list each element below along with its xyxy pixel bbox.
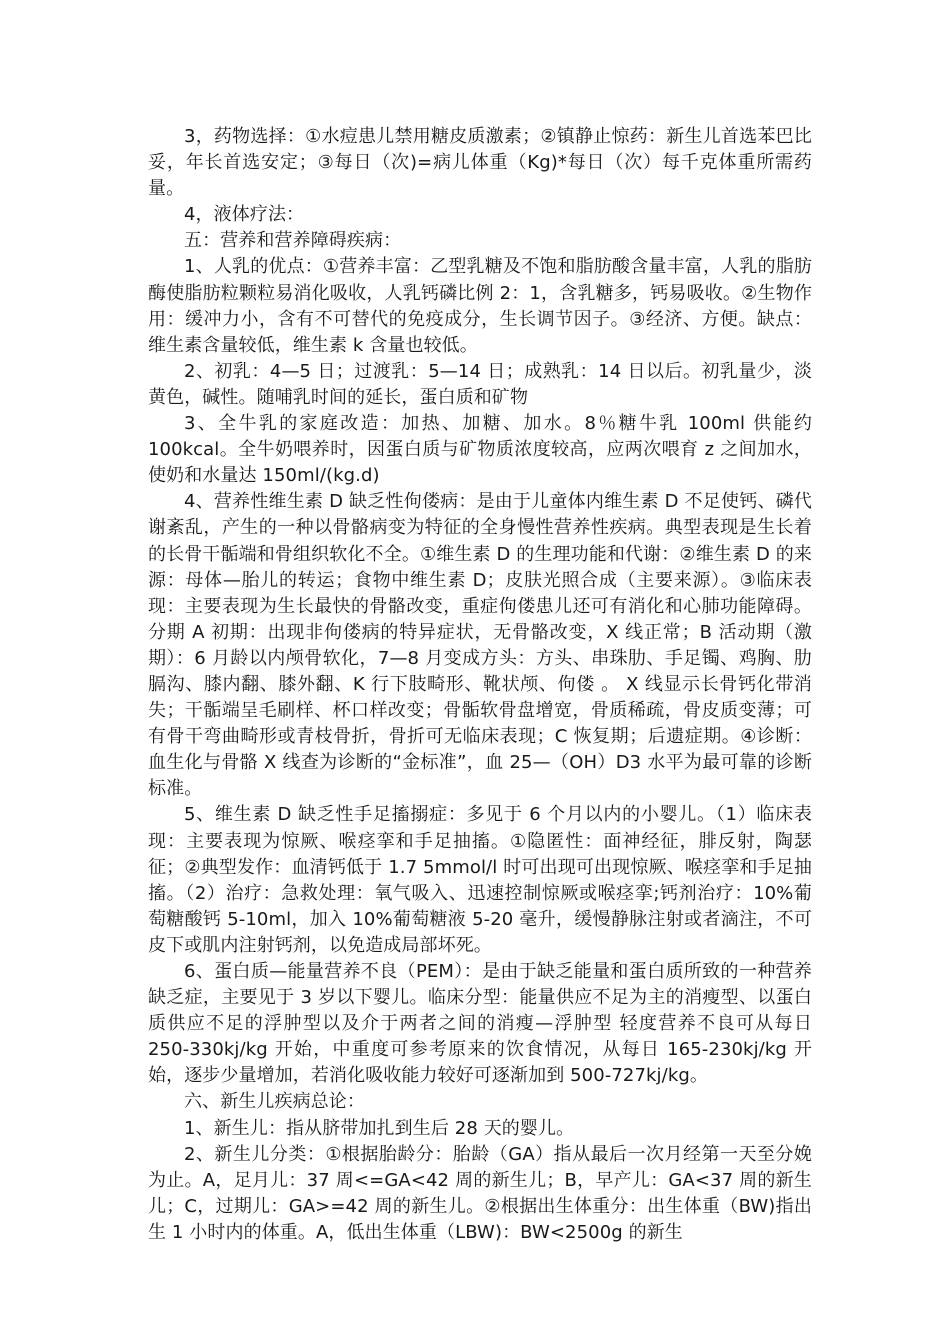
paragraph-drug-selection: 3，药物选择：①水痘患儿禁用糖皮质激素；②镇静止惊药：新生儿首选苯巴比妥，年长首选安定；③每日（次)=病儿体重（Kg)*每日（次）每千克体重所需药量。: [148, 126, 812, 200]
paragraph-rickets: 4、营养性维生素 D 缺乏性佝偻病：是由于儿童体内维生素 D 不足使钙、磷代谢紊乱，产生的一种以骨骼病变为特征的全身慢性营养性疾病。典型表现是生长着的长骨干骺端和骨组织软化不全。①维生素 D 的生理功能和代谢：②维生素 D 的来源：母体—胎儿的转运；食物中维生素 D；皮肤光照合成（主要来源）。③临床表现：主要表现为生长最快的骨骼改变，重症佝偻患儿还可有消化和心肺功能障碍。分期 A 初期：出现非佝偻病的特异症状，无骨骼改变，X 线正常；B 活动期（激期）：6 月龄以内颅骨软化，7—8 月变成方头：方头、串珠肋、手足镯、鸡胸、肋膈沟、膝内翻、膝外翻、K 行下肢畸形、靴状颅、佝偻 。 X 线显示长骨钙化带消失；干骺端呈毛刷样、杯口样改变；骨骺软骨盘增宽，骨质稀疏，骨皮质变薄；可有骨干弯曲畸形或青枝骨折，骨折可无临床表现；C 恢复期；后遗症期。④诊断：血生化与骨骼 X 线查为诊断的“金标准”，血 25—（OH）D3 水平为最可靠的诊断标准。: [148, 491, 812, 800]
paragraph-cow-milk: 3、全牛乳的家庭改造：加热、加糖、加水。8％糖牛乳 100ml 供能约 100kcal。全牛奶喂养时，因蛋白质与矿物质浓度较高，应两次喂育 z 之间加水，使奶和水量达 150ml/(kg.d): [148, 413, 812, 487]
paragraph-newborn-definition: 1、新生儿：指从脐带加扎到生后 28 天的婴儿。: [184, 1117, 575, 1139]
paragraph-colostrum: 2、初乳：4—5 日；过渡乳：5—14 日；成熟乳：14 日以后。初乳量少，淡黄色，碱性。随哺乳时间的延长，蛋白质和矿物: [148, 360, 812, 408]
paragraph-pem: 6、蛋白质—能量营养不良（PEM）：是由于缺乏能量和蛋白质所致的一种营养缺乏症，主要见于 3 岁以下婴儿。临床分型：能量供应不足为主的消瘦型、以蛋白质供应不足的浮肿型以及介于两者之间的消瘦—浮肿型 轻度营养不良可从每日 250-330kj/kg 开始，中重度可参考原来的饮食情况，从每日 165-230kj/kg 开始，逐步少量增加，若消化吸收能力较好可逐渐加到 500-727kj/kg。: [148, 961, 812, 1087]
section-heading-nutrition: 五：营养和营养障碍疾病：: [184, 230, 402, 252]
paragraph-breast-milk: 1、人乳的优点：①营养丰富：乙型乳糖及不饱和脂肪酸含量丰富，人乳的脂肪酶使脂肪粒颗粒易消化吸收，人乳钙磷比例 2：1，含乳糖多，钙易吸收。②生物作用：缓冲力小，含有不可替代的免疫成分，生长调节因子。③经济、方便。缺点：维生素含量较低，维生素 k 含量也较低。: [148, 256, 812, 356]
paragraph-newborn-classification: 2、新生儿分类：①根据胎龄分：胎龄（GA）指从最后一次月经第一天至分娩为止。A，足月儿：37 周<=GA<42 周的新生儿；B，早产儿：GA<37 周的新生儿；C，过期儿：GA>=42 周的新生儿。②根据出生体重分：出生体重（BW)指出生 1 小时内的体重。A，低出生体重（LBW)：BW<2500g 的新生: [148, 1143, 812, 1243]
section-heading-newborn: 六、新生儿疾病总论：: [184, 1091, 365, 1113]
paragraph-tetany: 5、维生素 D 缺乏性手足搐搦症：多见于 6 个月以内的小婴儿。（1）临床表现：主要表现为惊厥、喉痉挛和手足抽搐。①隐匿性：面神经征，腓反射，陶瑟征；②典型发作：血清钙低于 1.7 5mmol/l 时可出现可出现惊厥、喉痉挛和手足抽搐。（2）治疗：急救处理：氧气吸入、迅速控制惊厥或喉痉挛;钙剂治疗：10%葡萄糖酸钙 5-10ml，加入 10%葡萄糖液 5-20 毫升，缓慢静脉注射或者滴注，不可皮下或肌内注射钙剂，以免造成局部坏死。: [148, 804, 812, 956]
document-body: [148, 124, 812, 1246]
paragraph-fluid-therapy: 4，液体疗法：: [184, 204, 305, 226]
